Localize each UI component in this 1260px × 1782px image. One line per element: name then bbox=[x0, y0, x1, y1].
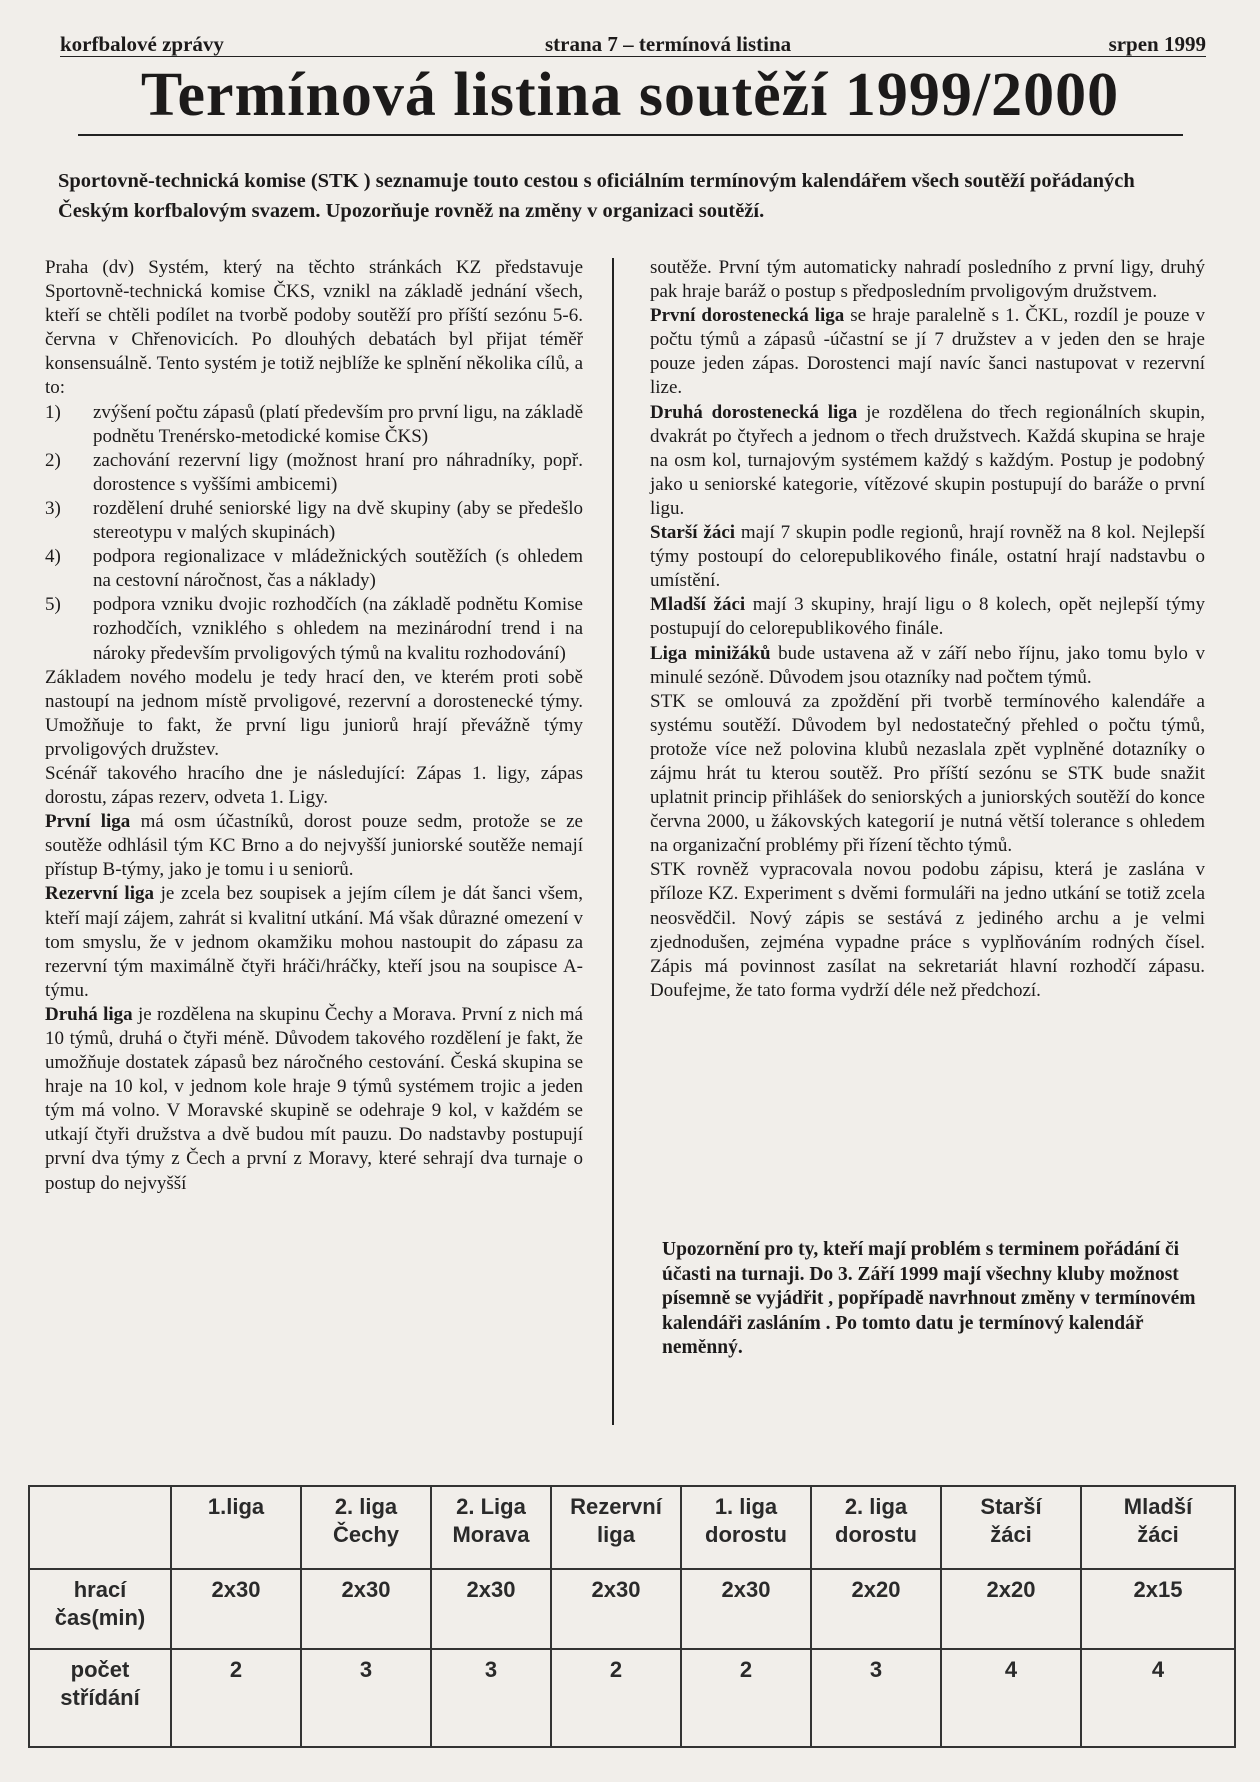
column-divider bbox=[612, 258, 614, 1425]
header-publication: korfbalové zprávy bbox=[60, 32, 224, 56]
deadline-notice: Upozornění pro ty, kteří mají problém s terminem pořádání či účasti na turnaji. Do 3. Září 1999 mají všechny kluby možnost písemně se vyjádřit , popřípadě navrhnout změny v termínovém kalendáři zasláním . Po tomto datu je termínový kalendář neměnný. bbox=[662, 1239, 1196, 1358]
table-cell: 2x30 bbox=[551, 1569, 681, 1649]
table-cell: 4 bbox=[1081, 1649, 1235, 1747]
table-header-cell: Rezervní liga bbox=[551, 1486, 681, 1569]
intro-paragraph: Sportovně-technická komise (STK ) seznamuje touto cestou s oficiálním termínovým kalendářem všech soutěží pořádaných Českým korfbalovým svazem. Upozorňuje rovněž na změny v organizaci soutěží. bbox=[58, 170, 1135, 222]
paragraph: Rezervní liga je zcela bez soupisek a jejím cílem je dát šanci všem, kteří mají zájem, zahrát si kvalitní utkání. Má však důrazné omezení v tom smyslu, že v jednom okamžiku mohou nastoupit do zápasu za rezervní tým maximálně čtyři hráči/hráčky, kteří jsou na soupisce A-týmu. bbox=[45, 883, 584, 1001]
goals-list bbox=[45, 401, 583, 666]
paragraph: soutěže. První tým automaticky nahradí posledního z první ligy, druhý pak hraje baráž o postup s předposledním prvoligovým družstvem. bbox=[650, 257, 1205, 303]
page-header bbox=[60, 30, 1206, 64]
list-item: 1) zvýšení počtu zápasů (platí především pro první ligu, na základě podnětu Trenérsko-metodické komise ČKS) bbox=[45, 401, 583, 447]
table-cell: 2 bbox=[551, 1649, 681, 1747]
table-header-cell: 2. Liga Morava bbox=[431, 1486, 551, 1569]
header-page-info: strana 7 – termínová listina bbox=[545, 32, 792, 56]
paragraph: Základem nového modelu je tedy hrací den, ve kterém proti sobě nastoupí na jednom místě prvoligové, rezervní a dorostenecké týmy. Umožňuje to fakt, že první ligu juniorů hrají převážně týmy prvoligových družstev. bbox=[45, 666, 583, 760]
table-header-cell: Starší žáci bbox=[941, 1486, 1081, 1569]
row-label: hrací čas(min) bbox=[29, 1569, 171, 1649]
paragraph: Liga minižáků bude ustavena až v září nebo říjnu, jako tomu bylo v minulé sezóně. Důvodem jsou otazníky nad počtem týmů. bbox=[650, 642, 1205, 688]
paragraph: STK rovněž vypracovala novou podobu zápisu, která je zaslána v příloze KZ. Experiment s dvěmi formuláři na jedno utkání se totiž zcela neosvědčil. Nový zápis se sestává z jediného archu a je velmi zjednodušen, zejména vypadne práce s vyplňováním rodných čísel. Zápis má povinnost zasílat na sekretariát hlavní rozhodčí zápasu. Doufejme, že tato forma vydrží déle než předchozí. bbox=[650, 859, 1205, 1001]
paragraph: Mladší žáci mají 3 skupiny, hrají ligu o 8 kolech, opět nejlepší týmy postupují do celorepublikového finále. bbox=[650, 594, 1205, 640]
table-header-cell: Mladší žáci bbox=[1081, 1486, 1235, 1569]
paragraph: Starší žáci mají 7 skupin podle regionů, hrají rovněž na 8 kol. Nejlepší týmy postoupí do celorepublikového finále, ostatní hrají nadstavbu o umístění. bbox=[650, 522, 1205, 592]
table-row-playing-time bbox=[29, 1569, 1235, 1649]
list-item: 3) rozdělení druhé seniorské ligy na dvě skupiny (aby se předešlo stereotypu v malých skupinách) bbox=[45, 497, 583, 544]
list-item: 2) zachování rezervní ligy (možnost hraní pro náhradníky, popř. dorostence s vyššími ambicemi) bbox=[45, 449, 583, 495]
table-cell: 4 bbox=[941, 1649, 1081, 1747]
table-cell: 2 bbox=[171, 1649, 301, 1747]
table-header-row bbox=[29, 1486, 1235, 1569]
table-cell: 3 bbox=[431, 1649, 551, 1747]
paragraph: První dorostenecká liga se hraje paralelně s 1. ČKL, rozdíl je pouze v počtu týmů a zápasů -účastní se jí 7 družstev a v jeden den se hraje pouze jeden zápas. Dorostenci mají navíc šanci nastupovat v rezervní lize. bbox=[650, 305, 1205, 399]
paragraph: Scénář takového hracího dne je následující: Zápas 1. ligy, zápas dorostu, zápas rezerv, odveta 1. Ligy. bbox=[45, 762, 583, 809]
paragraph: První liga má osm účastníků, dorost pouze sedm, protože se ze soutěže odhlásil tým KC Brno a do nejvyšší juniorské soutěže nemají přístup B-týmy, jako je tomu i u seniorů. bbox=[45, 811, 583, 881]
table-row-substitutions bbox=[29, 1649, 1235, 1747]
table-header-cell: 1. liga dorostu bbox=[681, 1486, 811, 1569]
right-column bbox=[650, 256, 1205, 1003]
competition-table bbox=[28, 1485, 1236, 1748]
table-header-cell: 1.liga bbox=[171, 1486, 301, 1569]
table-cell: 3 bbox=[811, 1649, 941, 1747]
list-item: 5) podpora vzniku dvojic rozhodčích (na základě podnětu Komise rozhodčích, vzniklého s ohledem na mezinárodní trend i na nároky především prvoligových týmů na kvalitu rozhodování) bbox=[45, 594, 583, 664]
table-cell: 2 bbox=[681, 1649, 811, 1747]
list-item: 4) podpora regionalizace v mládežnických soutěžích (s ohledem na cestovní náročnost, čas a náklady) bbox=[45, 546, 583, 592]
table-header-cell: 2. liga Čechy bbox=[301, 1486, 431, 1569]
title-rule bbox=[78, 134, 1183, 136]
table-cell: 3 bbox=[301, 1649, 431, 1747]
paragraph: Druhá dorostenecká liga je rozdělena do třech regionálních skupin, dvakrát po čtyřech a jednom o třech družstvech. Každá skupina se hraje na osm kol, turnajovým systémem každý s každým. Postup je podobný jako u seniorské kategorie, vítězové skupin postupují do baráže o první ligu. bbox=[650, 401, 1205, 519]
table-cell: 2x30 bbox=[431, 1569, 551, 1649]
table-corner-cell bbox=[29, 1486, 171, 1569]
table-cell: 2x20 bbox=[811, 1569, 941, 1649]
table-header-cell: 2. liga dorostu bbox=[811, 1486, 941, 1569]
table-cell: 2x30 bbox=[171, 1569, 301, 1649]
row-label: počet střídání bbox=[29, 1649, 171, 1747]
table-cell: 2x30 bbox=[681, 1569, 811, 1649]
page-title: Termínová listina soutěží 1999/2000 bbox=[140, 61, 1120, 129]
left-column bbox=[45, 256, 583, 1196]
paragraph: Druhá liga je rozdělena na skupinu Čechy a Morava. První z nich má 10 týmů, druhá o čtyři méně. Důvodem takového rozdělení je fakt, že umožňuje dostatek zápasů bez náročného cestování. Česká skupina se hraje na 10 kol, v jednom kole hraje 9 týmů systémem trojic a jeden tým má volno. V Moravské skupině se odehraje 9 kol, v každém se utkají čtyři družstva a dvě budou mít pauzu. Do nadstavby postupují první dva týmy z Čech a první z Moravy, které sehrají dva turnaje o postup do nejvyšší bbox=[45, 1003, 583, 1194]
paragraph: STK se omlouvá za zpoždění při tvorbě termínového kalendáře a systému soutěží. Důvodem byl nedostatečný přehled o počtu týmů, protože více než polovina klubů nezaslala zpět vyplněné dotazníky o zájmu hrát tu kterou soutěž. Pro příští sezónu se STK bude snažit uplatnit princip přihlášek do seniorských a juniorských soutěží do konce června 2000, u žákovských kategorií je nutná větší tolerance s ohledem na organizační problémy při řízení těchto týmů. bbox=[650, 690, 1205, 857]
table-cell: 2x20 bbox=[941, 1569, 1081, 1649]
table-cell: 2x30 bbox=[301, 1569, 431, 1649]
header-date: srpen 1999 bbox=[1108, 32, 1206, 56]
table-cell: 2x15 bbox=[1081, 1569, 1235, 1649]
paragraph: Praha (dv) Systém, který na těchto stránkách KZ představuje Sportovně-technická komise ČKS, vznikl na základě jednání všech, kteří se chtěli podílet na tvorbě podoby soutěží pro příští sezónu 5-6. června v Chřenovicích. Po dlouhých debatách byl přijat téměř konsensuálně. Tento systém je totiž nejblíže ke splnění několika cílů, a to: bbox=[45, 257, 583, 399]
